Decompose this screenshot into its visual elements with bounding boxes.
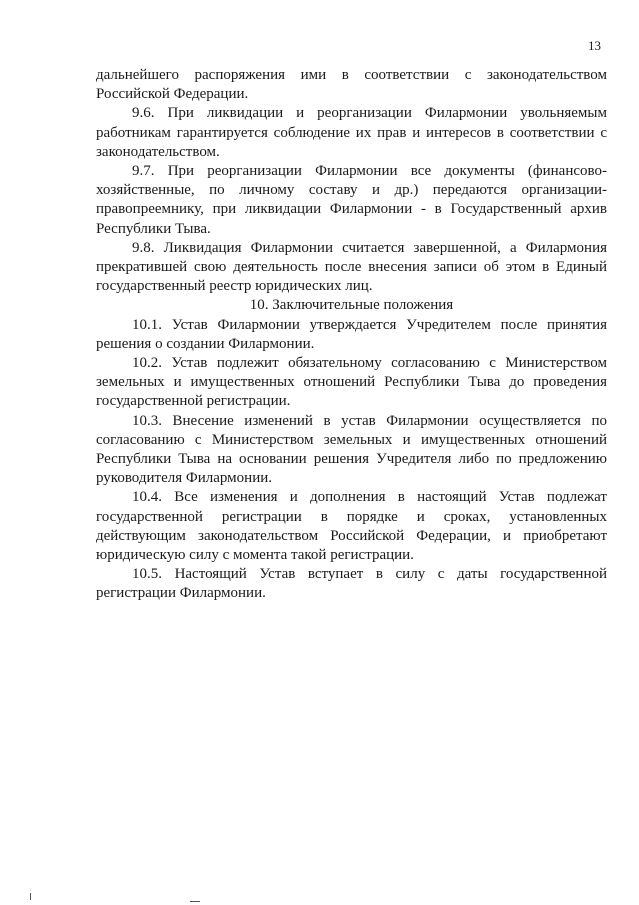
paragraph-10-2: 10.2. Устав подлежит обязательному согласованию с Министерством земельных и имущественных отношений Республики Тыва до проведения государственной регистрации. bbox=[96, 355, 607, 410]
page-number: 13 bbox=[588, 38, 601, 53]
paragraph-10-3: 10.3. Внесение изменений в устав Филармонии осуществляется по согласованию с Министерством земельных и имущественных отношений Республики Тыва на основании решения Учредителя либо по предложению руководителя Филармонии. bbox=[96, 412, 607, 487]
scan-artifact-left bbox=[30, 893, 31, 900]
paragraph-10-5: 10.5. Настоящий Устав вступает в силу с даты государственной регистрации Филармонии. bbox=[96, 566, 607, 602]
paragraph-9-6: 9.6. При ликвидации и реорганизации Филармонии увольняемым работникам гарантируется соблюдение их прав и интересов в соответствии с законодательством. bbox=[96, 105, 607, 160]
section-heading: 10. Заключительные положения bbox=[249, 297, 454, 314]
paragraph-10-4: 10.4. Все изменения и дополнения в настоящий Устав подлежат государственной регистрации в порядке и сроках, установленных действующим законодательством Российской Федерации, и приобретают юридическую силу с момента такой регистрации. bbox=[96, 489, 607, 564]
scan-artifact-right bbox=[190, 901, 200, 902]
paragraph-9-8: 9.8. Ликвидация Филармонии считается завершенной, а Филармония прекратившей свою деятельность после внесения записи об этом в Единый государственный реестр юридических лиц. bbox=[96, 239, 607, 295]
paragraph-9-7: 9.7. При реорганизации Филармонии все документы (финансово-хозяйственные, по личному составу и др.) передаются организации-правопреемнику, при ликвидации Филармонии - в Государственный архив Республики Тыва. bbox=[96, 163, 607, 237]
document-body bbox=[96, 66, 607, 604]
paragraph-10-1: 10.1. Устав Филармонии утверждается Учредителем после принятия решения о создании Филармонии. bbox=[96, 316, 607, 352]
paragraph-continuation: дальнейшего распоряжения ими в соответствии с законодательством Российской Федерации. bbox=[96, 67, 607, 103]
